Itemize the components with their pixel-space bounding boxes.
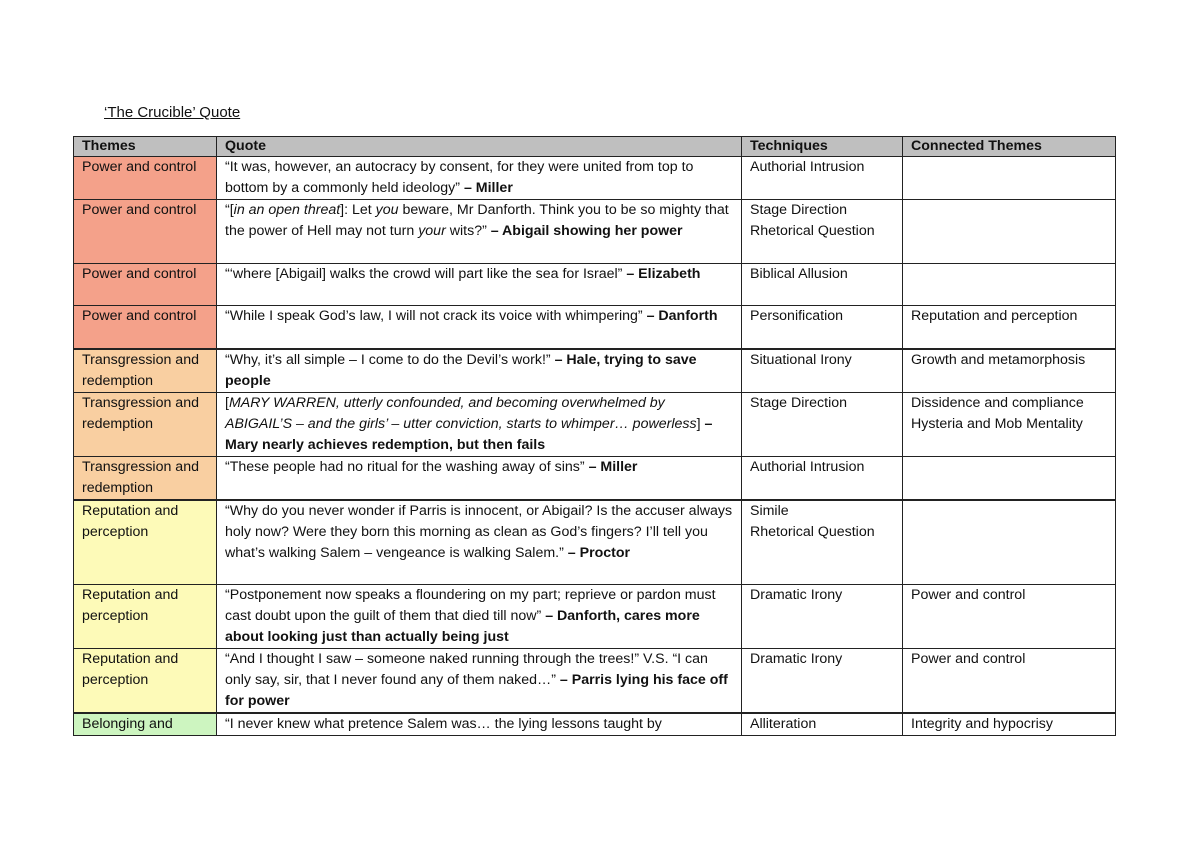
quote-cell: [217, 392, 742, 456]
connected-theme-item: Power and control: [911, 587, 1026, 603]
techniques-cell: [742, 649, 903, 714]
quote-attribution: – Elizabeth: [622, 266, 701, 282]
technique-item: Dramatic Irony: [750, 587, 843, 603]
quote-text: ]: Let: [340, 202, 376, 218]
quote-text: [: [225, 394, 229, 411]
quote-cell: [217, 713, 742, 736]
technique-item: Alliteration: [750, 716, 817, 732]
technique-item: Biblical Allusion: [750, 266, 848, 282]
connected-themes-cell: [903, 585, 1116, 649]
connected-themes-cell: [903, 456, 1116, 500]
connected-themes-cell: [903, 649, 1116, 714]
technique-item: Simile: [750, 502, 789, 519]
table-row: [74, 157, 1116, 200]
quote-cell: [217, 456, 742, 500]
connected-theme-item: Reputation and perception: [911, 308, 1078, 324]
connected-themes-cell: [903, 500, 1116, 585]
quote-attribution: – Danforth: [642, 308, 718, 324]
table-row: [74, 649, 1116, 714]
quote-text: “I never knew what pretence Salem was… the lying lessons taught by: [225, 716, 662, 732]
quote-text: “[: [225, 202, 234, 218]
techniques-cell: [742, 306, 903, 349]
theme-cell: Transgression and redemption: [74, 456, 217, 500]
connected-themes-cell: [903, 157, 1116, 200]
theme-cell: Transgression and redemption: [74, 392, 217, 456]
table-row: [74, 264, 1116, 306]
connected-theme-item: Growth and metamorphosis: [911, 351, 1086, 368]
quote-cell: [217, 349, 742, 393]
technique-item: Dramatic Irony: [750, 651, 843, 667]
quote-emphasis: your: [418, 223, 446, 239]
quote-attribution: – Mary nearly achieves redemption, but then fails: [225, 415, 713, 453]
techniques-cell: [742, 392, 903, 456]
table-row: [74, 713, 1116, 736]
theme-cell: Power and control: [74, 264, 217, 306]
technique-item: Authorial Intrusion: [750, 458, 865, 475]
table-row: [74, 306, 1116, 349]
quote-attribution: – Abigail showing her power: [486, 223, 683, 239]
connected-themes-cell: [903, 713, 1116, 736]
quote-attribution: – Miller: [584, 458, 638, 475]
quote-text: “And I thought I saw – someone naked running through the trees!” V.S. “I can only say, sir, that I never found any of them naked…”: [225, 651, 708, 688]
technique-item: Rhetorical Question: [750, 223, 875, 239]
theme-cell: Power and control: [74, 306, 217, 349]
connected-theme-item: Integrity and hypocrisy: [911, 716, 1053, 732]
connected-themes-cell: [903, 349, 1116, 393]
table-row: [74, 456, 1116, 500]
quote-text: “Postponement now speaks a floundering on my part; reprieve or pardon must cast doubt upon the guilt of them that died till now”: [225, 587, 716, 624]
quote-cell: [217, 500, 742, 585]
table-row: [74, 585, 1116, 649]
techniques-cell: [742, 200, 903, 264]
quote-attribution: – Hale, trying to save people: [225, 351, 697, 389]
header-quote: Quote: [217, 137, 742, 157]
header-themes: Themes: [74, 137, 217, 157]
quote-emphasis: you: [375, 202, 399, 218]
quote-text: wits?”: [445, 223, 487, 239]
connected-themes-cell: [903, 200, 1116, 264]
techniques-cell: [742, 456, 903, 500]
table-row: [74, 500, 1116, 585]
connected-themes-cell: [903, 264, 1116, 306]
quote-text: “These people had no ritual for the washing away of sins”: [225, 458, 585, 475]
theme-cell: Power and control: [74, 200, 217, 264]
connected-theme-item: Dissidence and compliance: [911, 394, 1084, 411]
quote-cell: [217, 157, 742, 200]
techniques-cell: [742, 500, 903, 585]
header-connected-themes: Connected Themes: [903, 137, 1116, 157]
technique-item: Authorial Intrusion: [750, 159, 865, 175]
connected-theme-item: Power and control: [911, 651, 1026, 667]
quote-attribution: – Miller: [460, 180, 513, 196]
quote-text: “Why do you never wonder if Parris is innocent, or Abigail? Is the accuser always holy now? Were they born this morning as clean as God’s fingers? I’ll tell you what’s walking Salem – vengeance is walking Salem.”: [225, 502, 733, 561]
stage-direction: MARY WARREN, utterly confounded, and becoming overwhelmed by ABIGAIL’S – and the girls’ – utter conviction, starts to whimper… powerless: [225, 394, 697, 432]
quote-cell: [217, 649, 742, 714]
table-header-row: [74, 137, 1116, 157]
quote-cell: [217, 264, 742, 306]
technique-item: Situational Irony: [750, 351, 852, 368]
quote-text: “While I speak God’s law, I will not crack its voice with whimpering”: [225, 308, 643, 324]
table-row: [74, 200, 1116, 264]
document-title: ‘The Crucible’ Quote: [104, 104, 241, 121]
techniques-cell: [742, 157, 903, 200]
technique-item: Stage Direction: [750, 202, 847, 218]
quote-cell: [217, 306, 742, 349]
table-row: [74, 392, 1116, 456]
connected-themes-cell: [903, 306, 1116, 349]
theme-cell: Reputation and perception: [74, 500, 217, 585]
quote-attribution: – Danforth, cares more about looking just than actually being just: [225, 608, 700, 645]
stage-direction: in an open threat: [233, 202, 341, 218]
quote-text: “Why, it’s all simple – I come to do the Devil’s work!”: [225, 351, 551, 368]
theme-cell: Reputation and perception: [74, 585, 217, 649]
techniques-cell: [742, 349, 903, 393]
table-row: [74, 349, 1116, 393]
quote-table: [73, 136, 1116, 736]
theme-cell: Belonging and: [74, 713, 217, 736]
quote-text: “It was, however, an autocracy by consent, for they were united from top to bottom by a commonly held ideology”: [225, 159, 694, 196]
quote-text: “‘where [Abigail] walks the crowd will part like the sea for Israel”: [225, 266, 623, 282]
quote-text: beware, Mr Danforth. Think you to be so mighty that the power of Hell may not turn: [225, 202, 729, 239]
quote-attribution: – Proctor: [563, 544, 631, 561]
connected-theme-item: Hysteria and Mob Mentality: [911, 415, 1083, 432]
techniques-cell: [742, 585, 903, 649]
techniques-cell: [742, 713, 903, 736]
technique-item: Stage Direction: [750, 394, 847, 411]
quote-attribution: – Parris lying his face off for power: [225, 672, 728, 709]
technique-item: Personification: [750, 308, 844, 324]
technique-item: Rhetorical Question: [750, 523, 875, 540]
theme-cell: Reputation and perception: [74, 649, 217, 714]
header-techniques: Techniques: [742, 137, 903, 157]
theme-cell: Transgression and redemption: [74, 349, 217, 393]
quote-cell: [217, 200, 742, 264]
theme-cell: Power and control: [74, 157, 217, 200]
connected-themes-cell: [903, 392, 1116, 456]
techniques-cell: [742, 264, 903, 306]
quote-cell: [217, 585, 742, 649]
quote-text: ]: [696, 415, 701, 432]
